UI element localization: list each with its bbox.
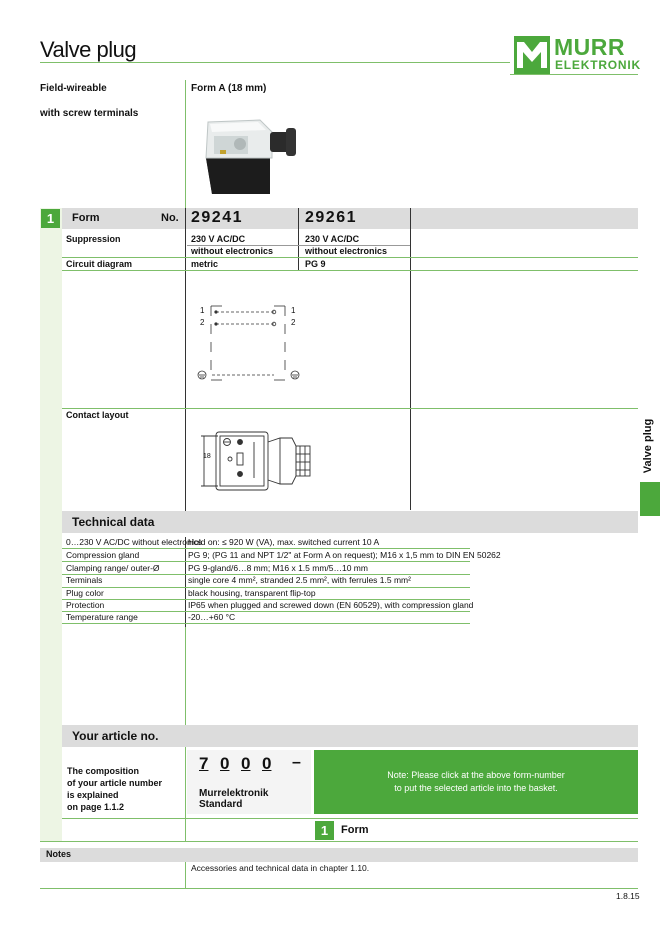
- article-note-line2: to put the selected article into the basket.: [394, 783, 558, 793]
- tech-label-gland: Compression gland: [66, 550, 140, 560]
- tech-label-terminals: Terminals: [66, 575, 103, 585]
- article-digit-1: 7: [199, 754, 209, 773]
- feature-line-1: Field-wireable: [40, 83, 107, 94]
- murr-logo-mark-icon: [514, 36, 550, 74]
- article-dash: –: [292, 754, 301, 771]
- header-rule: [40, 62, 510, 63]
- technical-table: [62, 537, 638, 627]
- article-title: Your article no.: [72, 729, 159, 743]
- article-explain-line4: on page 1.1.2: [67, 802, 125, 812]
- form-header-label: Form: [72, 212, 100, 224]
- side-tab-label: Valve plug: [642, 418, 655, 474]
- section-side-bar: [40, 208, 62, 841]
- pin-2-left: 2: [200, 318, 205, 327]
- tech-label-protection: Protection: [66, 600, 105, 610]
- tech-value-plug-color: black housing, transparent flip-top: [188, 588, 316, 598]
- article-brand-line2: Standard: [199, 799, 243, 810]
- pin-1-left: 1: [200, 306, 205, 315]
- product-number-2[interactable]: 29261: [305, 209, 357, 226]
- row-suppression-label: Suppression: [66, 234, 121, 244]
- page-number: 1.8.15: [616, 891, 640, 901]
- technical-title: Technical data: [72, 515, 155, 529]
- tech-value-gland: PG 9; (PG 11 and NPT 1/2" at Form A on request); M16 x 1,5 mm to DIN EN 50262: [188, 550, 501, 560]
- notes-text: Accessories and technical data in chapter 1.10.: [191, 863, 370, 873]
- page-title: Valve plug: [40, 37, 137, 62]
- suppression-2-line2: without electronics: [305, 246, 388, 256]
- section-badge: 1: [41, 209, 60, 228]
- circuit-1: metric: [191, 259, 219, 269]
- form-header-no: No.: [161, 212, 179, 224]
- article-brand-line1: Murrelektronik: [199, 788, 269, 799]
- tech-value-terminals: single core 4 mm², stranded 2.5 mm², with ferrules 1.5 mm²: [188, 575, 411, 585]
- pin-2-right: 2: [291, 318, 296, 327]
- tech-value-clamping: PG 9-gland/6…8 mm; M16 x 1.5 mm/5…10 mm: [188, 563, 368, 573]
- row-circuit-label: Circuit diagram: [66, 259, 133, 269]
- article-explain-line3: is explained: [67, 790, 119, 800]
- contact-dimension: 18: [203, 453, 211, 460]
- murr-logo: [514, 34, 641, 74]
- tech-value-voltage: Hold on: ≤ 920 W (VA), max. switched current 10 A: [188, 537, 380, 547]
- article-digit-2: 0: [220, 754, 230, 773]
- suppression-2-line1: 230 V AC/DC: [305, 234, 360, 244]
- article-explain-line2: of your article number: [67, 778, 163, 788]
- article-note-box[interactable]: [314, 750, 638, 814]
- notes-title: Notes: [46, 849, 72, 859]
- article-explain-line1: The composition: [67, 766, 139, 776]
- side-tab-marker: [640, 482, 660, 516]
- logo-text-elektronik: ELEKTRONIK: [555, 58, 641, 72]
- contact-layout-drawing: [196, 428, 326, 494]
- circuit-2: PG 9: [305, 259, 326, 269]
- form-a-label: Form A (18 mm): [191, 83, 267, 94]
- article-digit-3: 0: [241, 754, 251, 773]
- tech-value-protection: IP65 when plugged and screwed down (EN 60529), with compression gland: [188, 600, 474, 610]
- row-contact-label: Contact layout: [66, 410, 129, 420]
- article-digit-4: 0: [262, 754, 272, 773]
- feature-line-2: with screw terminals: [40, 108, 139, 119]
- circuit-diagram: [192, 300, 308, 388]
- tech-label-temperature: Temperature range: [66, 612, 138, 622]
- tech-label-voltage: 0…230 V AC/DC without electronics: [66, 537, 203, 547]
- valve-plug-image: [200, 114, 300, 198]
- suppression-1-line2: without electronics: [191, 246, 274, 256]
- tech-label-plug-color: Plug color: [66, 588, 104, 598]
- logo-text-murr: MURR: [554, 34, 625, 60]
- form-link-badge[interactable]: 1: [315, 821, 334, 840]
- suppression-1-line1: 230 V AC/DC: [191, 234, 246, 244]
- notes-header-bar: [40, 848, 638, 862]
- article-note-line1: Note: Please click at the above form-number: [387, 770, 565, 780]
- product-number-1[interactable]: 29241: [191, 209, 243, 226]
- pin-1-right: 1: [291, 306, 296, 315]
- tech-label-clamping: Clamping range/ outer-Ø: [66, 563, 160, 573]
- form-link-label[interactable]: Form: [341, 824, 369, 836]
- tech-value-temperature: -20…+60 °C: [188, 612, 236, 622]
